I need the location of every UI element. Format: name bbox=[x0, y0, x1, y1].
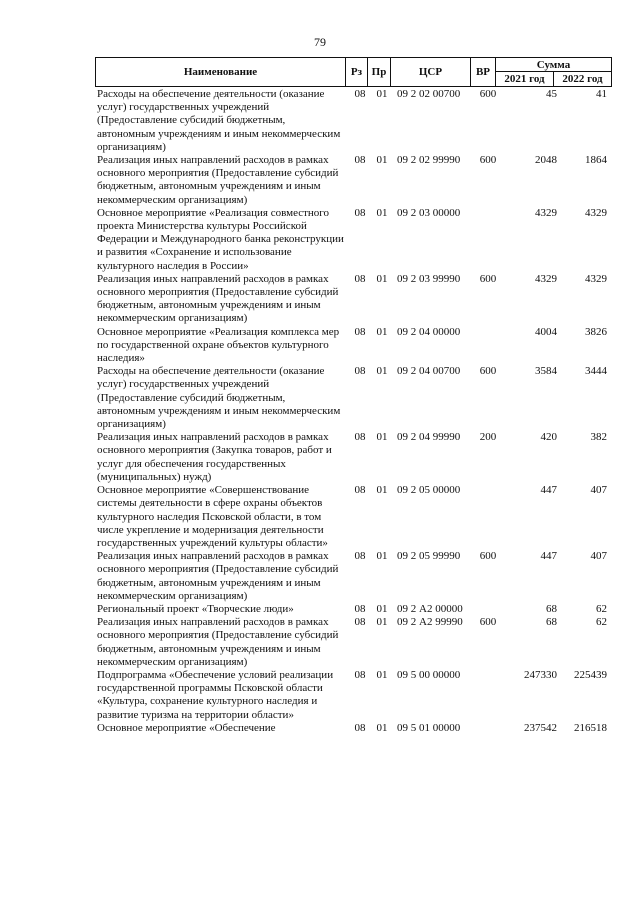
row-rz: 08 bbox=[354, 154, 366, 167]
row-sum-2021: 68 bbox=[546, 602, 557, 615]
row-sum-2021: 68 bbox=[546, 616, 557, 629]
header-name: Наименование bbox=[95, 57, 346, 87]
row-sum-2021: 4329 bbox=[535, 206, 557, 219]
row-sum-2022: 216518 bbox=[574, 721, 607, 734]
table-row bbox=[97, 550, 612, 603]
row-pr: 01 bbox=[376, 365, 388, 378]
row-pr: 01 bbox=[376, 721, 388, 734]
row-name: Основное мероприятие «Реализация комплекса мер по государственной охране объектов культурного наследия» bbox=[97, 325, 340, 365]
row-csr: 09 2 02 99990 bbox=[397, 154, 461, 167]
row-sum-2021: 447 bbox=[540, 550, 557, 563]
row-name: Основное мероприятие «Совершенствование системы деятельности в сфере охраны объектов культурного наследия Псковской области, в том числе укрепление и модернизация деятельности государственных учреждений культуры области» bbox=[97, 484, 328, 549]
row-sum-2021: 3584 bbox=[535, 365, 557, 378]
row-pr: 01 bbox=[376, 431, 388, 444]
row-pr: 01 bbox=[376, 154, 388, 167]
row-rz: 08 bbox=[354, 668, 366, 681]
table-row bbox=[97, 431, 612, 484]
row-sum-2021: 4329 bbox=[535, 272, 557, 285]
row-name: Расходы на обеспечение деятельности (оказание услуг) государственных учреждений (Предоставление субсидий бюджетным, автономным учреждениям и иным некоммерческим организациям) bbox=[97, 365, 341, 431]
row-vr: 600 bbox=[479, 88, 497, 100]
row-csr: 09 5 01 00000 bbox=[397, 721, 461, 734]
page-number: 79 bbox=[314, 35, 326, 49]
row-sum-2021: 247330 bbox=[524, 668, 557, 681]
row-vr: 600 bbox=[479, 272, 497, 285]
header-rz: Рз bbox=[345, 57, 368, 87]
row-csr: 09 2 А2 00000 bbox=[397, 602, 463, 615]
row-pr: 01 bbox=[376, 668, 388, 681]
table-row bbox=[97, 273, 612, 326]
row-sum-2022: 62 bbox=[596, 602, 607, 615]
table-row bbox=[97, 154, 612, 207]
row-pr: 01 bbox=[376, 484, 388, 497]
header-csr: ЦСР bbox=[390, 57, 471, 87]
row-sum-2021: 4004 bbox=[535, 325, 557, 338]
row-name: Региональный проект «Творческие люди» bbox=[97, 602, 294, 615]
row-vr: 600 bbox=[479, 550, 497, 563]
row-name: Реализация иных направлений расходов в рамках основного мероприятия (Закупка товаров, работ и услуг для обеспечения государственных (муниципальных) нужд) bbox=[97, 431, 332, 483]
row-rz: 08 bbox=[354, 88, 366, 100]
row-name: Реализация иных направлений расходов в рамках основного мероприятия (Предоставление субсидий бюджетным, автономным учреждениям и иным некоммерческим организациям) bbox=[97, 550, 339, 602]
table-row bbox=[97, 484, 612, 550]
row-sum-2022: 225439 bbox=[574, 668, 607, 681]
row-sum-2022: 1864 bbox=[585, 154, 607, 167]
table-row bbox=[97, 207, 612, 273]
row-csr: 09 5 00 00000 bbox=[397, 668, 461, 681]
table-row bbox=[97, 365, 612, 431]
header-pr: Пр bbox=[367, 57, 391, 87]
row-sum-2022: 382 bbox=[590, 431, 607, 444]
header-2021: 2021 год bbox=[495, 71, 554, 87]
table-row bbox=[97, 669, 612, 722]
row-vr: 600 bbox=[479, 365, 497, 378]
row-sum-2021: 447 bbox=[540, 484, 557, 497]
row-rz: 08 bbox=[354, 484, 366, 497]
row-pr: 01 bbox=[376, 325, 388, 338]
row-sum-2022: 407 bbox=[590, 484, 607, 497]
row-sum-2022: 3826 bbox=[585, 325, 607, 338]
row-rz: 08 bbox=[354, 721, 366, 734]
row-vr: 600 bbox=[479, 616, 497, 629]
row-csr: 09 2 05 00000 bbox=[397, 484, 461, 497]
row-csr: 09 2 04 00000 bbox=[397, 325, 461, 338]
row-csr: 09 2 04 00700 bbox=[397, 365, 461, 378]
row-sum-2021: 2048 bbox=[535, 154, 557, 167]
table-row bbox=[97, 326, 612, 366]
row-sum-2022: 4329 bbox=[585, 272, 607, 285]
header-sum: Сумма bbox=[495, 57, 612, 72]
row-pr: 01 bbox=[376, 550, 388, 563]
row-rz: 08 bbox=[354, 602, 366, 615]
row-csr: 09 2 02 00700 bbox=[397, 88, 461, 100]
table-body bbox=[97, 88, 612, 735]
row-csr: 09 2 А2 99990 bbox=[397, 616, 463, 629]
table-row bbox=[97, 616, 612, 669]
table-header bbox=[95, 57, 612, 87]
header-2022: 2022 год bbox=[553, 71, 612, 87]
row-sum-2022: 407 bbox=[590, 550, 607, 563]
row-vr: 200 bbox=[479, 431, 497, 444]
row-name: Реализация иных направлений расходов в рамках основного мероприятия (Предоставление субсидий бюджетным, автономным учреждениям и иным некоммерческим организациям) bbox=[97, 272, 339, 325]
table-row bbox=[97, 603, 612, 616]
row-rz: 08 bbox=[354, 616, 366, 629]
row-rz: 08 bbox=[354, 325, 366, 338]
row-rz: 08 bbox=[354, 550, 366, 563]
row-rz: 08 bbox=[354, 206, 366, 219]
row-sum-2022: 41 bbox=[596, 88, 607, 100]
row-name: Реализация иных направлений расходов в рамках основного мероприятия (Предоставление субсидий бюджетным, автономным учреждениям и иным некоммерческим организациям) bbox=[97, 616, 339, 668]
row-sum-2021: 45 bbox=[546, 88, 557, 100]
row-sum-2022: 4329 bbox=[585, 206, 607, 219]
row-pr: 01 bbox=[376, 88, 388, 100]
row-vr: 600 bbox=[479, 154, 497, 167]
row-rz: 08 bbox=[354, 365, 366, 378]
row-rz: 08 bbox=[354, 272, 366, 285]
row-pr: 01 bbox=[376, 206, 388, 219]
row-rz: 08 bbox=[354, 431, 366, 444]
row-name: Расходы на обеспечение деятельности (оказание услуг) государственных учреждений (Предоставление субсидий бюджетным, автономным учреждениям и иным некоммерческим организациям) bbox=[97, 88, 341, 153]
row-csr: 09 2 05 99990 bbox=[397, 550, 461, 563]
row-csr: 09 2 03 00000 bbox=[397, 206, 461, 219]
row-sum-2022: 62 bbox=[596, 616, 607, 629]
row-name: Основное мероприятие «Реализация совместного проекта Министерства культуры Российской Федерации и Международного банка реконструкции и развития «Сохранение и использование культурного наследия в России» bbox=[97, 206, 344, 272]
row-name: Реализация иных направлений расходов в рамках основного мероприятия (Предоставление субсидий бюджетным, автономным учреждениям и иным некоммерческим организациям) bbox=[97, 154, 339, 206]
row-pr: 01 bbox=[376, 602, 388, 615]
table-row bbox=[97, 88, 612, 154]
row-csr: 09 2 03 99990 bbox=[397, 272, 461, 285]
row-pr: 01 bbox=[376, 272, 388, 285]
row-name: Основное мероприятие «Обеспечение bbox=[97, 721, 276, 734]
row-sum-2021: 420 bbox=[540, 431, 557, 444]
row-pr: 01 bbox=[376, 616, 388, 629]
row-csr: 09 2 04 99990 bbox=[397, 431, 461, 444]
header-vr: ВР bbox=[470, 57, 496, 87]
row-sum-2022: 3444 bbox=[585, 365, 607, 378]
row-sum-2021: 237542 bbox=[524, 721, 557, 734]
table-row bbox=[97, 722, 612, 735]
row-name: Подпрограмма «Обеспечение условий реализации государственной программы Псковской области «Культура, сохранение культурного наследия и развитие туризма на территории области» bbox=[97, 668, 334, 721]
